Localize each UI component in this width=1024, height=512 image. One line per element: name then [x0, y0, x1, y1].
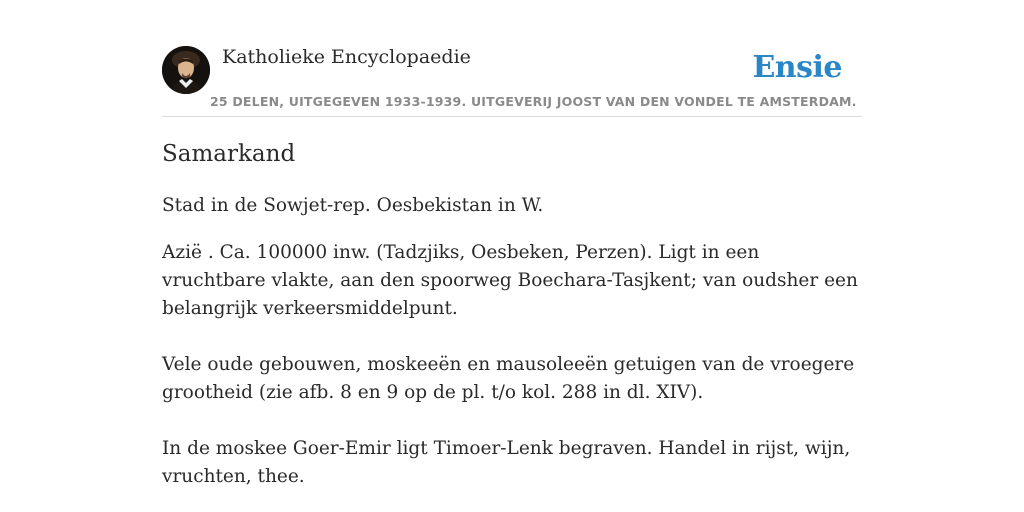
article [162, 136, 862, 491]
article-paragraph: In de moskee Goer-Emir ligt Timoer-Lenk begraven. Handel in rijst, wijn, vruchten, thee. [162, 438, 851, 487]
publication-title[interactable]: Katholieke Encyclopaedie [222, 46, 471, 68]
ensie-logo-link[interactable]: Ensie [752, 50, 842, 85]
site-header [162, 44, 862, 117]
article-paragraph: Stad in de Sowjet-rep. Oesbekistan in W. [162, 195, 544, 216]
publication-subtitle: 25 DELEN, UITGEGEVEN 1933-1939. UITGEVERIJ JOOST VAN DEN VONDEL TE AMSTERDAM. [210, 94, 857, 109]
portrait-avatar-icon[interactable] [162, 46, 210, 94]
article-paragraph: Azië . Ca. 100000 inw. (Tadzjiks, Oesbeken, Perzen). Ligt in een vruchtbare vlakte, aan den spoorweg Boechara-Tasjkent; van oudsher een belangrijk verkeersmiddelpunt. [162, 242, 858, 319]
article-paragraph: Vele oude gebouwen, moskeeën en mausoleeën getuigen van de vroegere grootheid (zie afb. 8 en 9 op de pl. t/o kol. 288 in dl. XIV). [162, 354, 855, 403]
entry-title: Samarkand [162, 141, 296, 167]
